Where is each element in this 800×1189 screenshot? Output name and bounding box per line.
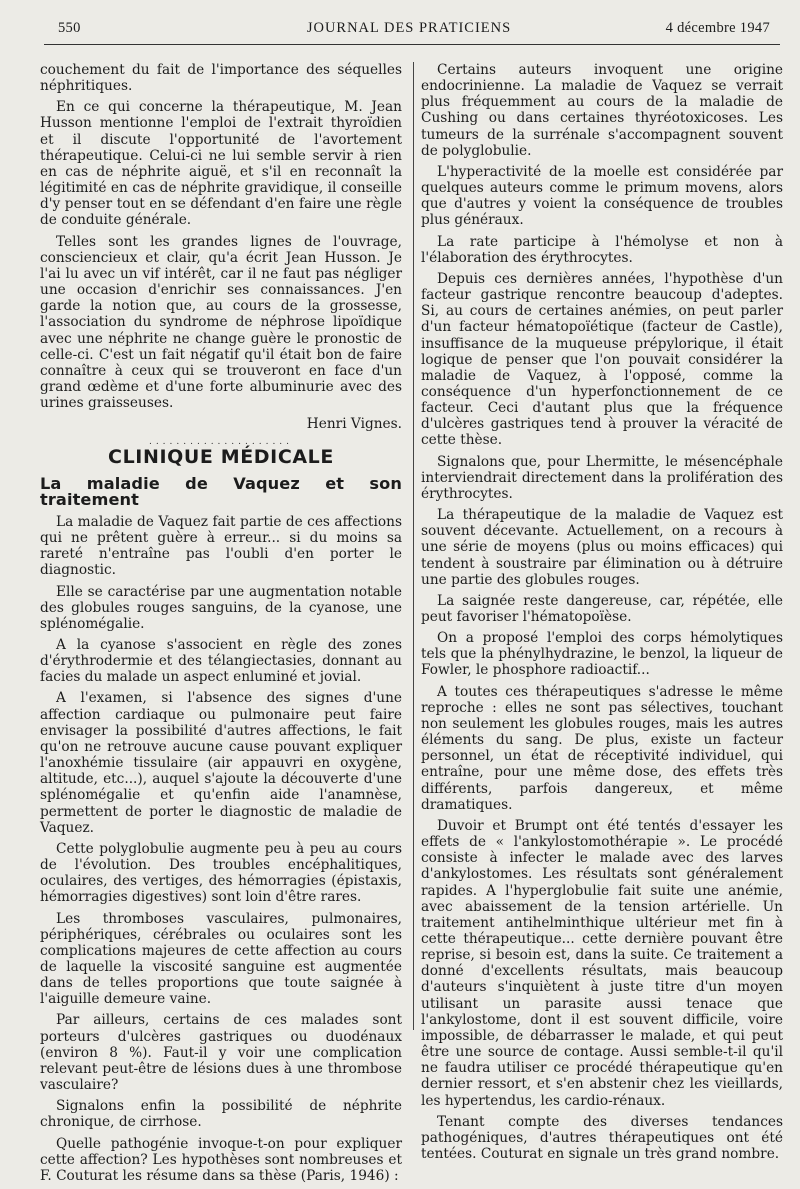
paragraph: Depuis ces dernières années, l'hypothèse d'un facteur gastrique rencontre beaucoup d'adeptes. Si, au cours de certaines anémies, on peut parler d'un facteur hématopoïétique (facteur de Castle), insuffisance de la muqueuse prépylorique, il était logique de penser que l'on pouvait considérer la maladie de Vaquez, à l'opposé, comme la conséquence d'un hyperfonctionnement de ce facteur. Ceci d'autant plus que la fréquence d'ulcères gastriques tend à prouver la véracité de cette thèse. [421,270,783,449]
paragraph: On a proposé l'emploi des corps hémolytiques tels que la phénylhydrazine, le benzol, la liqueur de Fowler, le phosphore radioactif... [421,630,783,679]
column-divider [413,62,414,1030]
page-number: 550 [58,20,81,36]
paragraph: Certains auteurs invoquent une origine endocrinienne. La maladie de Vaquez se verrait plus fréquemment au cours de la maladie de Cushing ou dans certaines thyréotoxicoses. Les tumeurs de la surrénale s'accompagnent souvent de polyglobulie. [421,62,783,159]
paragraph: A toutes ces thérapeutiques s'adresse le même reproche : elles ne sont pas sélectives, touchant non seulement les globules rouges, mais les autres éléments du sang. De plus, existe un facteur personnel, un état de réceptivité individuel, qui entraîne, pour une même dose, des effets très différents, parfois dangereux, et même dramatiques. [421,683,783,813]
paragraph: En ce qui concerne la thérapeutique, M. Jean Husson mentionne l'emploi de l'extrait thyroïdien et il discute l'opportunité de l'avortement thérapeutique. Celui-ci ne lui semble servir à rien en cas de néphrite aiguë, et s'il en reconnaît la légitimité en cas de néphrite gravidique, il conseille d'y penser tout en se défendant d'en faire une règle de conduite générale. [40,99,402,229]
right-column [421,62,783,1167]
paragraph: Cette polyglobulie augmente peu à peu au cours de l'évolution. Des troubles encéphalitiques, oculaires, des vertiges, des hémorragies (épistaxis, hémorragies digestives) sont loin d'être rares. [40,840,402,906]
paragraph: A la cyanose s'associent en règle des zones d'érythrodermie et des télangiectasies, donnant au facies du malade un aspect enluminé et jovial. [40,637,402,686]
paragraph: La thérapeutique de la maladie de Vaquez est souvent décevante. Actuellement, on a recours à une série de moyens (plus ou moins efficaces) qui tendent à soustraire par élimination ou à détruire une partie des globules rouges. [421,507,783,588]
section-title: CLINIQUE MÉDICALE [108,446,334,469]
paragraph: couchement du fait de l'importance des séquelles néphritiques. [40,62,402,95]
paragraph: La maladie de Vaquez fait partie de ces affections qui ne prêtent guère à erreur... si du moins sa rareté n'entraîne pas l'oubli d'en porter le diagnostic. [40,513,402,579]
paragraph: L'hyperactivité de la moelle est considérée par quelques auteurs comme le primum movens, alors que d'autres y voient la conséquence de troubles plus généraux. [421,163,783,229]
paragraph: Par ailleurs, certains de ces malades sont porteurs d'ulcères gastriques ou duodénaux (environ 8 %). Faut-il y voir une complication relevant peut-être de lésions dues à une thrombose vasculaire? [40,1012,402,1094]
paragraph: La saignée reste dangereuse, car, répétée, elle peut favoriser l'hématopoïèse. [421,592,783,625]
left-column [40,62,402,1189]
paragraph: Tenant compte des diverses tendances pathogéniques, d'autres thérapeutiques ont été tentées. Couturat en signale un très grand nombre. [421,1113,783,1162]
paragraph: Duvoir et Brumpt ont été tentés d'essayer les effets de « l'ankylostomothérapie ». Le procédé consiste à infecter le malade avec des larves d'ankylostomes. Les résultats sont généralement rapides. A l'hyperglobulie fait suite une anémie, avec abaissement de la tension artérielle. Un traitement antihelminthique ultérieur met fin à cette thérapeutique... cette dernière pouvant être reprise, si besoin est, dans la suite. Ce traitement a donné d'excellents résultats, mais beaucoup d'auteurs s'inquiètent à juste titre d'un moyen utilisant un parasite aussi tenace que l'ankylostome, dont il est souvent difficile, voire impossible, de débarrasser le malade, et qui peut être une source de contage. Aussi semble-t-il qu'il ne faudra utiliser ce procédé thérapeutique qu'en dernier ressort, et s'en abstenir chez les vieillards, les hypertendus, les cardio-rénaux. [421,817,783,1109]
paragraph: Quelle pathogénie invoque-t-on pour expliquer cette affection? Les hypothèses sont nombreuses et F. Couturat les résume dans sa thèse (Paris, 1946) : [40,1135,402,1184]
paragraph: A l'examen, si l'absence des signes d'une affection cardiaque ou pulmonaire peut faire envisager la possibilité d'autres affections, le fait qu'on ne retrouve aucune cause pouvant expliquer l'anoxhémie tissulaire (air appauvri en oxygène, altitude, etc...), auquel s'ajoute la découverte d'une splénomégalie et qu'enfin aide l'anamnèse, permettent de porter le diagnostic de maladie de Vaquez. [40,690,402,836]
paragraph: La rate participe à l'hémolyse et non à l'élaboration des érythrocytes. [421,233,783,266]
paragraph: Les thromboses vasculaires, pulmonaires, périphériques, cérébrales ou oculaires sont les complications majeures de cette affection au cours de laquelle la viscosité sanguine est augmentée dans de telles proportions que toute saignée à l'aiguille demeure vaine. [40,910,402,1008]
issue-date: 4 décembre 1947 [665,20,770,36]
paragraph: Signalons que, pour Lhermitte, le mésencéphale interviendrait directement dans la prolifération des érythrocytes. [421,453,783,502]
article-title: La maladie de Vaquez et son traitement [40,473,402,509]
author-signature: Henri Vignes. [306,416,402,433]
paragraph: Telles sont les grandes lignes de l'ouvrage, consciencieux et clair, qu'a écrit Jean Husson. Je l'ai lu avec un vif intérêt, car il ne faut pas négliger une occasion d'enrichir ses connaissances. J'en garde la notion que, au cours de la grossesse, l'association du syndrome de néphrose lipoïdique avec une néphrite ne change guère le pronostic de celle-ci. C'est un fait négatif qu'il était bon de faire connaître à ceux qui se trouveront en face d'un grand œdème et d'une forte albuminurie avec des urines graisseuses. [40,233,402,412]
paragraph: Elle se caractérise par une augmentation notable des globules rouges sanguins, de la cyanose, une splénomégalie. [40,583,402,632]
section-separator: ..................... [148,437,294,448]
paragraph: Signalons enfin la possibilité de néphrite chronique, de cirrhose. [40,1098,402,1131]
header-rule [44,44,780,45]
journal-title: JOURNAL DES PRATICIENS [306,20,512,36]
running-header [44,18,774,46]
